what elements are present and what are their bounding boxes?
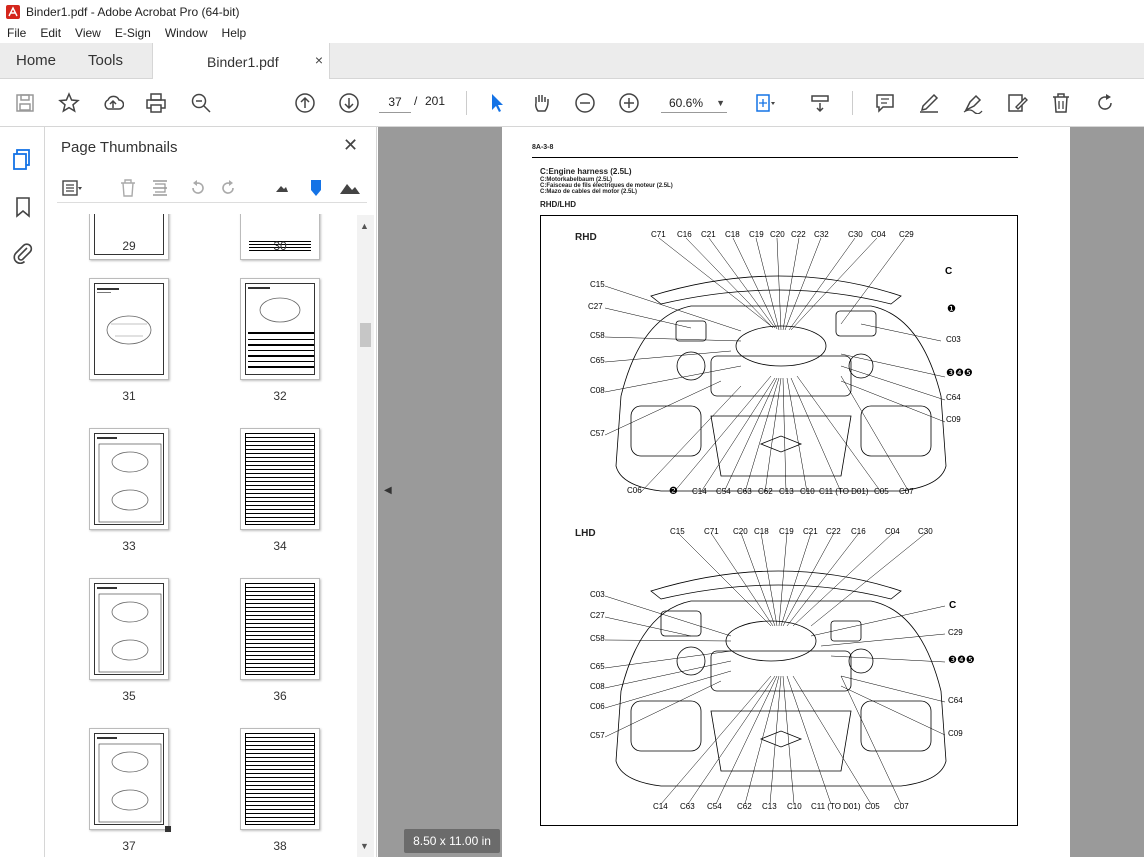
connector-label: C54 <box>707 802 722 811</box>
callout-2: ❷ <box>669 486 678 497</box>
connector-label: C04 <box>885 527 900 536</box>
zoom-out-icon[interactable] <box>573 91 597 115</box>
thumbnail-page-36[interactable] <box>240 578 320 680</box>
thumbnail-number: 37 <box>122 839 136 853</box>
connector-label: C21 <box>803 527 818 536</box>
draw-sign-icon[interactable] <box>961 91 985 115</box>
thumbnail-page-38[interactable] <box>240 728 320 830</box>
bookmarks-icon[interactable] <box>11 195 35 219</box>
page-separator: / <box>414 94 418 108</box>
connector-label: C10 <box>800 487 815 496</box>
connector-label: C20 <box>770 230 785 239</box>
page-heading: C:Engine harness (2.5L) <box>540 167 632 176</box>
thumbnail-page-31[interactable] <box>89 278 169 380</box>
page-thumbnails-icon[interactable] <box>11 147 35 171</box>
thumbnail-page-34[interactable] <box>240 428 320 530</box>
connector-label: C08 <box>590 682 605 691</box>
connector-label: C22 <box>791 230 806 239</box>
connector-label: C62 <box>737 802 752 811</box>
connector-label: C11 (TO D01) <box>819 487 869 496</box>
subtitle-fr: C:Faisceau de fils électriques de moteur (2.5L) <box>540 183 673 189</box>
wiring-figure <box>540 215 1018 826</box>
zoom-in-icon[interactable] <box>617 91 641 115</box>
bookmark-star-icon[interactable] <box>57 91 81 115</box>
connector-label: C15 <box>670 527 685 536</box>
pdf-page <box>502 127 1070 857</box>
document-scrollbar[interactable] <box>1127 127 1144 857</box>
attachments-icon[interactable] <box>11 241 35 265</box>
collapse-panel-icon[interactable]: ◀ <box>384 485 392 496</box>
panel-title: Page Thumbnails <box>61 139 178 156</box>
select-cursor-icon[interactable] <box>485 91 509 115</box>
thumbnail-large-icon[interactable] <box>339 177 361 199</box>
menu-window[interactable]: Window <box>164 26 208 40</box>
connector-label: C57 <box>590 731 605 740</box>
thumbnails-list <box>45 214 365 857</box>
zoom-value: 60.6% <box>669 96 704 110</box>
divider <box>466 91 467 115</box>
edit-pdf-icon[interactable] <box>1005 91 1029 115</box>
callout-c: C <box>945 266 953 277</box>
rotate-icon[interactable] <box>1093 91 1117 115</box>
rotate-ccw-icon[interactable] <box>187 177 209 199</box>
thumbnail-page-29[interactable] <box>89 214 169 260</box>
tab-document[interactable] <box>152 43 330 80</box>
menu-edit[interactable]: Edit <box>40 26 62 40</box>
thumbnail-number: 34 <box>273 539 287 553</box>
connector-label: C09 <box>948 729 963 738</box>
thumbnail-number: 38 <box>273 839 287 853</box>
thumbnail-page-37[interactable] <box>89 728 169 830</box>
page-size-indicator: 8.50 x 11.00 in <box>404 829 500 853</box>
subtitle-es: C:Mazo de cables del motor (2.5L) <box>540 189 638 195</box>
connector-label: C27 <box>590 611 605 620</box>
connector-label: C07 <box>899 487 914 496</box>
connector-label: C14 <box>692 487 707 496</box>
menu-esign[interactable]: E-Sign <box>114 26 151 40</box>
connector-label: C15 <box>590 280 605 289</box>
connector-label: C30 <box>918 527 933 536</box>
connector-label: C03 <box>946 335 961 344</box>
connector-label: C62 <box>758 487 773 496</box>
thumbnail-page-32[interactable] <box>240 278 320 380</box>
tab-document-label: Binder1.pdf <box>207 54 279 70</box>
thumbnail-page-33[interactable] <box>89 428 169 530</box>
connector-label: C30 <box>848 230 863 239</box>
connector-label: C03 <box>590 590 605 599</box>
connector-label: C65 <box>590 356 605 365</box>
thumbnail-number: 35 <box>122 689 136 703</box>
header-rule <box>532 157 1018 158</box>
tab-close-icon[interactable]: × <box>314 52 323 68</box>
zoom-select[interactable] <box>661 93 727 113</box>
connector-label: C63 <box>680 802 695 811</box>
connector-label: C65 <box>590 662 605 671</box>
prev-page-icon[interactable] <box>293 91 317 115</box>
delete-icon[interactable] <box>1049 91 1073 115</box>
thumbnail-number: 32 <box>273 389 287 403</box>
hand-tool-icon[interactable] <box>529 91 553 115</box>
fit-page-icon[interactable] <box>752 91 776 115</box>
connector-label: C21 <box>701 230 716 239</box>
rotate-cw-icon[interactable] <box>217 177 239 199</box>
connector-label: C19 <box>749 230 764 239</box>
thumbnail-number: 29 <box>122 239 136 253</box>
connector-label: C06 <box>590 702 605 711</box>
connector-label: C64 <box>948 696 963 705</box>
connector-label: C16 <box>677 230 692 239</box>
menu-view[interactable]: View <box>75 26 101 40</box>
connector-label: C09 <box>946 415 961 424</box>
connector-label: C10 <box>787 802 802 811</box>
connector-label: C05 <box>865 802 880 811</box>
navigation-rail <box>0 127 45 857</box>
thumbnail-page-30[interactable] <box>240 214 320 260</box>
highlight-pen-icon[interactable] <box>917 91 941 115</box>
tab-home[interactable]: Home <box>16 52 57 69</box>
connector-label: C29 <box>948 628 963 637</box>
save-icon[interactable] <box>13 91 37 115</box>
connector-label: C64 <box>946 393 961 402</box>
variant-label: RHD/LHD <box>540 200 576 209</box>
connector-label: C71 <box>651 230 666 239</box>
toolbar <box>0 79 1144 127</box>
thumbnails-scrollbar[interactable] <box>357 215 374 857</box>
connector-label: C14 <box>653 802 668 811</box>
scrollbar-thumb[interactable] <box>360 323 371 347</box>
connector-label: C04 <box>871 230 886 239</box>
panel-toolbar <box>57 173 367 203</box>
print-icon[interactable] <box>144 91 168 115</box>
thumbnail-number: 36 <box>273 689 287 703</box>
menu-file[interactable]: File <box>7 26 27 40</box>
subtitle-de: C:Motorkabelbaum (2.5L) <box>540 177 613 183</box>
connector-label: C57 <box>590 429 605 438</box>
insert-page-icon[interactable] <box>149 177 171 199</box>
connector-label: C18 <box>725 230 740 239</box>
thumbnail-number: 33 <box>122 539 136 553</box>
scroll-down-icon[interactable]: ▼ <box>360 841 369 851</box>
delete-page-icon[interactable] <box>117 177 139 199</box>
connector-label: C18 <box>754 527 769 536</box>
connector-label: C20 <box>733 527 748 536</box>
connector-label: C16 <box>851 527 866 536</box>
tab-bar <box>0 43 1144 79</box>
connector-label: C71 <box>704 527 719 536</box>
comment-icon[interactable] <box>873 91 897 115</box>
connector-label: C13 <box>762 802 777 811</box>
thumbnail-small-icon[interactable] <box>271 177 293 199</box>
connector-label: C58 <box>590 634 605 643</box>
connector-label: C58 <box>590 331 605 340</box>
acrobat-icon <box>6 5 20 19</box>
thumbnail-number: 30 <box>273 239 287 253</box>
thumbnails-panel <box>45 127 377 857</box>
connector-label: C08 <box>590 386 605 395</box>
connector-label: C07 <box>894 802 909 811</box>
connector-label: C29 <box>899 230 914 239</box>
scroll-mode-icon[interactable] <box>808 91 832 115</box>
thumbnail-size-slider[interactable] <box>305 177 327 199</box>
section-number: 8A-3-8 <box>532 144 554 151</box>
connector-label: C63 <box>737 487 752 496</box>
chevron-down-icon: ▼ <box>716 98 725 108</box>
thumbnail-number: 31 <box>122 389 136 403</box>
callout-1: ❶ <box>947 304 956 315</box>
menu-bar <box>0 23 1144 43</box>
connector-label: C11 (TO D01) <box>811 802 861 811</box>
rhd-label: RHD <box>575 232 597 243</box>
connector-label: C54 <box>716 487 731 496</box>
callout-345: ❸❹❺ <box>948 655 975 666</box>
connector-label: C05 <box>874 487 889 496</box>
scroll-up-icon[interactable]: ▲ <box>360 221 369 231</box>
callout-345: ❸❹❺ <box>946 368 973 379</box>
next-page-icon[interactable] <box>337 91 361 115</box>
connector-label: C32 <box>814 230 829 239</box>
thumbnail-options-icon[interactable] <box>61 177 83 199</box>
tab-tools[interactable]: Tools <box>88 52 124 69</box>
menu-help[interactable]: Help <box>221 26 247 40</box>
callout-c: C <box>949 600 957 611</box>
engine-diagram <box>541 216 1017 825</box>
connector-label: C22 <box>826 527 841 536</box>
page-number-input[interactable]: 37 <box>379 91 411 113</box>
connector-label: C19 <box>779 527 794 536</box>
divider <box>852 91 853 115</box>
window-title: Binder1.pdf - Adobe Acrobat Pro (64-bit) <box>26 4 240 19</box>
connector-label: C06 <box>627 486 642 495</box>
upload-cloud-icon[interactable] <box>101 91 125 115</box>
zoom-search-icon[interactable] <box>189 91 213 115</box>
lhd-label: LHD <box>575 528 596 539</box>
thumbnail-page-35[interactable] <box>89 578 169 680</box>
title-bar <box>0 0 1144 23</box>
connector-label: C27 <box>588 302 603 311</box>
panel-close-icon[interactable]: ✕ <box>343 135 359 155</box>
connector-label: C13 <box>779 487 794 496</box>
page-total: 201 <box>425 94 446 108</box>
